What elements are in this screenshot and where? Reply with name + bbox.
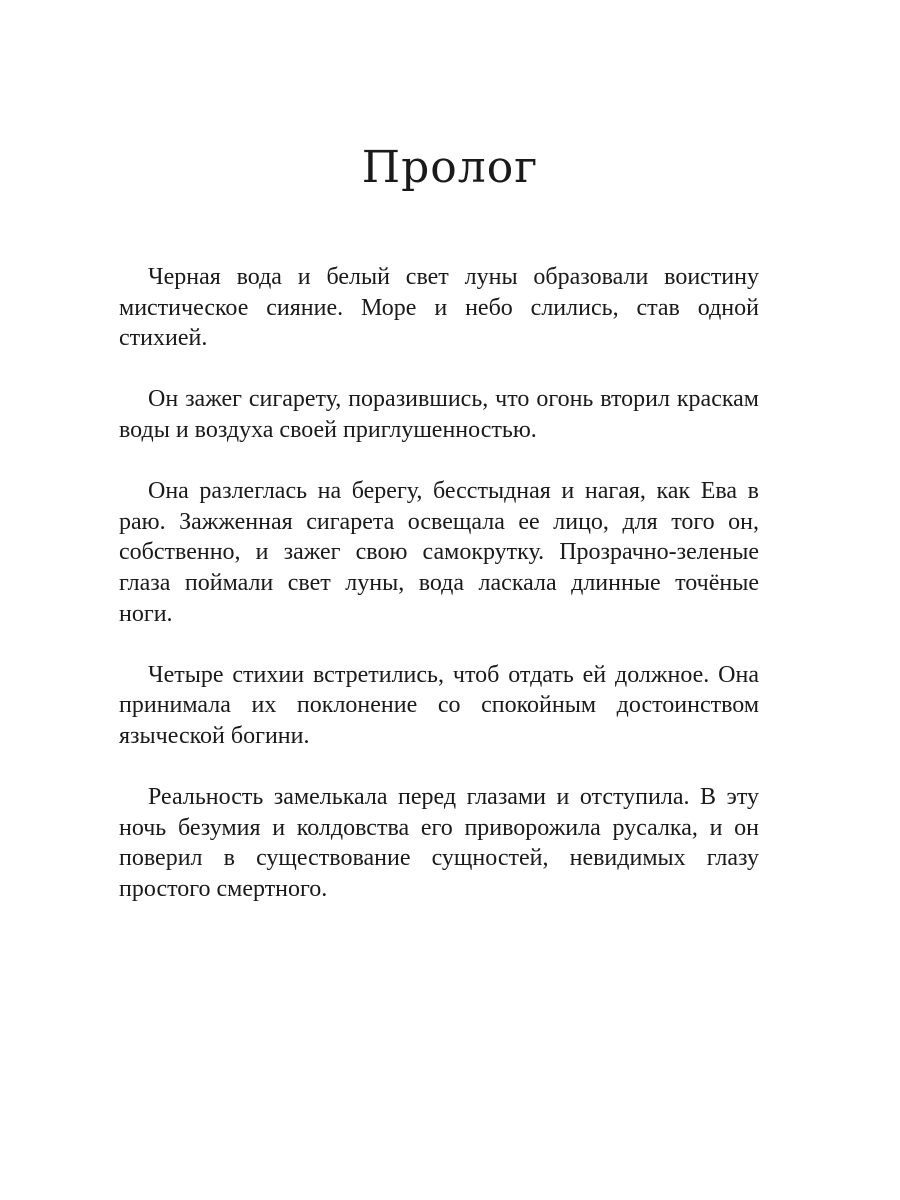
chapter-title: Пролог <box>361 142 539 193</box>
paragraph: Черная вода и белый свет луны образовали воистину мистическое сияние. Море и небо слились, став одной стихией. <box>119 264 759 352</box>
paragraph: Она разлеглась на берегу, бесстыдная и нагая, как Ева в раю. Зажженная сигарета освещала ее лицо, для того он, собственно, и зажег свою самокрутку. Прозрачно-зеленые глаза поймали свет луны, вода ласкала длинные точёные ноги. <box>119 478 759 627</box>
paragraph: Четыре стихии встретились, чтоб отдать ей должное. Она принимала их поклонение со спокойным достоинством языческой богини. <box>119 661 759 749</box>
paragraph: Реальность замелькала перед глазами и отступила. В эту ночь безумия и колдовства его приворожила русалка, и он поверил в существование сущностей, невидимых глазу простого смертного. <box>119 784 759 902</box>
chapter-body <box>119 262 759 904</box>
paragraph: Он зажег сигарету, поразившись, что огонь вторил краскам воды и воздуха своей приглушенностью. <box>119 386 759 443</box>
